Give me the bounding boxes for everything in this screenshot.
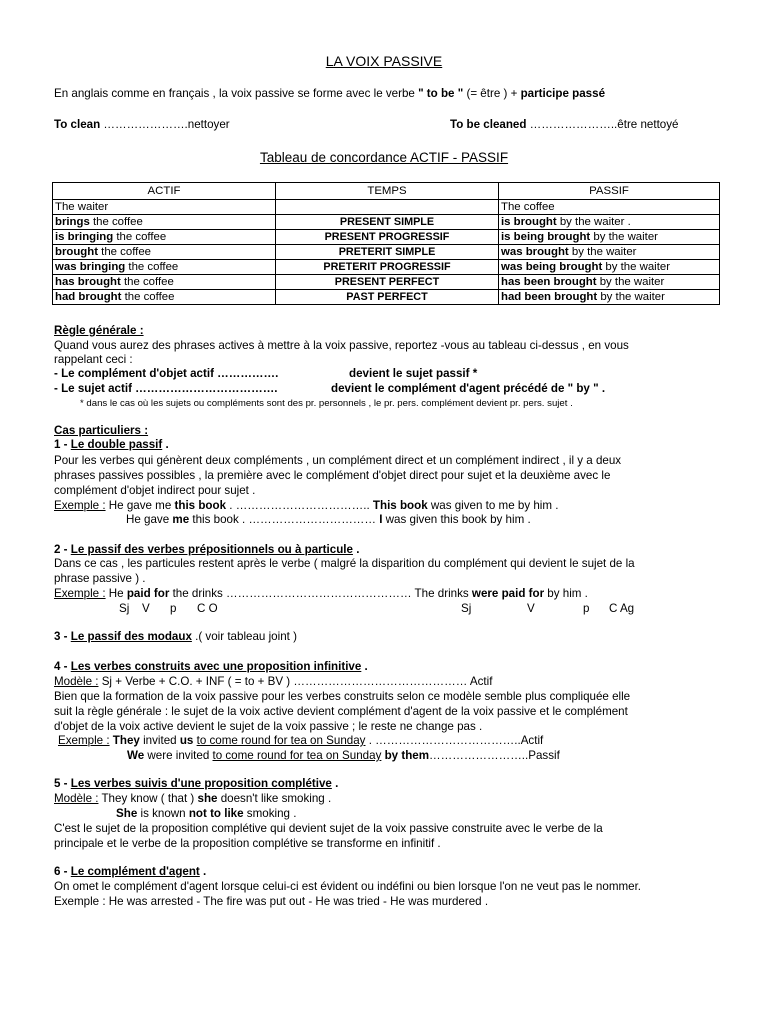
grammar-tag: Sj bbox=[119, 602, 130, 615]
grammar-tag: p bbox=[170, 602, 177, 615]
table-cell: had brought the coffee bbox=[53, 290, 276, 305]
case-1-example-2: He gave me this book . …………………………… I was given this book by him . bbox=[126, 513, 531, 526]
grammar-tag: V bbox=[142, 602, 150, 615]
page-title: LA VOIX PASSIVE bbox=[325, 53, 443, 69]
regle-rule-1: - Le complément d'objet actif ……………. bbox=[54, 367, 279, 380]
case-4-example-1: Exemple : They invited us to come round for tea on Sunday . ………………………………..Actif bbox=[58, 734, 544, 747]
example-to-clean: To clean ………………….nettoyer bbox=[54, 118, 230, 131]
table-cell: is being brought by the waiter bbox=[499, 230, 720, 245]
case-5-passive: She is known not to like smoking . bbox=[116, 807, 297, 820]
table-row bbox=[53, 260, 720, 275]
concordance-table bbox=[52, 182, 720, 305]
table-row bbox=[53, 230, 720, 245]
table-cell: The coffee bbox=[499, 200, 720, 215]
case-2-line: phrase passive ) . bbox=[54, 572, 146, 585]
case-5-title: 5 - Les verbes suivis d'une proposition complétive . bbox=[54, 777, 339, 790]
regle-rule-2: - Le sujet actif ………………………………. bbox=[54, 382, 278, 395]
case-4-model: Modèle : Sj + Verbe + C.O. + INF ( = to + BV ) ……………………………………… Actif bbox=[54, 675, 493, 688]
regle-heading: Règle générale : bbox=[54, 324, 144, 337]
table-header: ACTIF bbox=[53, 183, 276, 200]
case-5-model: Modèle : They know ( that ) she doesn't like smoking . bbox=[54, 792, 332, 805]
case-1-line: complément d'objet indirect pour sujet . bbox=[54, 484, 256, 497]
table-cell: PRETERIT PROGRESSIF bbox=[276, 260, 499, 275]
case-4-line: Bien que la formation de la voix passive pour les verbes construits selon ce modèle semble plus compliquée elle bbox=[54, 690, 631, 703]
table-header: TEMPS bbox=[276, 183, 499, 200]
table-cell: was bringing the coffee bbox=[53, 260, 276, 275]
case-1-line: phrases passives possibles , la première avec le complément d'objet direct pour sujet et la deuxième avec le bbox=[54, 469, 611, 482]
example-to-be-cleaned: To be cleaned …………………..être nettoyé bbox=[450, 118, 679, 131]
case-4-example-2: We were invited to come round for tea on Sunday by them……………………..Passif bbox=[127, 749, 560, 762]
table-row bbox=[53, 200, 720, 215]
grammar-tag: p bbox=[583, 602, 590, 615]
table-cell: The waiter bbox=[53, 200, 276, 215]
table-row bbox=[53, 290, 720, 305]
table-row bbox=[53, 275, 720, 290]
cas-heading: Cas particuliers : bbox=[54, 424, 149, 437]
case-6-title: 6 - Le complément d'agent . bbox=[54, 865, 207, 878]
table-cell bbox=[276, 200, 499, 215]
grammar-tag: Sj bbox=[461, 602, 472, 615]
grammar-tag: V bbox=[527, 602, 535, 615]
table-title: Tableau de concordance ACTIF - PASSIF bbox=[259, 150, 509, 165]
grammar-tag: C Ag bbox=[609, 602, 635, 615]
case-5-line: principale et le verbe de la proposition complétive se transforme en infinitif . bbox=[54, 837, 441, 850]
regle-note: * dans le cas où les sujets ou compléments sont des pr. personnels , le pr. pers. complément devient pr. pers. sujet . bbox=[80, 398, 573, 409]
table-cell: is brought by the waiter . bbox=[499, 215, 720, 230]
table-cell: PRETERIT SIMPLE bbox=[276, 245, 499, 260]
case-1-example-1: Exemple : He gave me this book . …………………………….. This book was given to me by him . bbox=[54, 499, 559, 512]
regle-line: Quand vous aurez des phrases actives à mettre à la voix passive, reportez -vous au tableau ci-dessus , en vous bbox=[54, 339, 629, 352]
regle-line: rappelant ceci : bbox=[54, 353, 133, 366]
table-cell: has brought the coffee bbox=[53, 275, 276, 290]
table-cell: is bringing the coffee bbox=[53, 230, 276, 245]
grammar-tag: C O bbox=[197, 602, 218, 615]
table-cell: brings the coffee bbox=[53, 215, 276, 230]
table-row bbox=[53, 245, 720, 260]
table-cell: PAST PERFECT bbox=[276, 290, 499, 305]
table-cell: had been brought by the waiter bbox=[499, 290, 720, 305]
regle-rule-1-result: devient le sujet passif * bbox=[349, 367, 478, 380]
table-cell: PRESENT SIMPLE bbox=[276, 215, 499, 230]
case-4-title: 4 - Les verbes construits avec une proposition infinitive . bbox=[54, 660, 368, 673]
case-6-example: Exemple : He was arrested - The fire was put out - He was tried - He was murdered . bbox=[54, 895, 489, 908]
table-cell: has been brought by the waiter bbox=[499, 275, 720, 290]
table-cell: brought the coffee bbox=[53, 245, 276, 260]
case-4-line: suit la règle générale : le sujet de la voix active devient complément d'agent de la voix passive et le complément bbox=[54, 705, 628, 718]
case-2-title: 2 - Le passif des verbes prépositionnels ou à particule . bbox=[54, 543, 360, 556]
case-3-title: 3 - Le passif des modaux .( voir tableau joint ) bbox=[54, 630, 297, 643]
table-header: PASSIF bbox=[499, 183, 720, 200]
intro-line: En anglais comme en français , la voix passive se forme avec le verbe " to be " (= être ) + participe passé bbox=[54, 87, 606, 100]
table-cell: was being brought by the waiter bbox=[499, 260, 720, 275]
case-1-line: Pour les verbes qui génèrent deux compléments , un complément direct et un complément indirect , il y a deux bbox=[54, 454, 622, 467]
case-6-line: On omet le complément d'agent lorsque celui-ci est évident ou indéfini ou bien lorsque l'on ne veut pas le nommer. bbox=[54, 880, 642, 893]
case-4-line: d'objet de la voix active devient le sujet de la voix passive ; le reste ne change pas . bbox=[54, 720, 483, 733]
case-1-title: 1 - Le double passif . bbox=[54, 438, 169, 451]
case-2-line: Dans ce cas , les particules restent après le verbe ( malgré la disparition du complément qui devient le sujet de la bbox=[54, 557, 635, 570]
table-cell: PRESENT PERFECT bbox=[276, 275, 499, 290]
regle-rule-2-result: devient le complément d'agent précédé de " by " . bbox=[331, 382, 606, 395]
table-cell: was brought by the waiter bbox=[499, 245, 720, 260]
case-2-example: Exemple : He paid for the drinks ………………………………………… The drinks were paid for by him . bbox=[54, 587, 588, 600]
table-header-row bbox=[53, 183, 720, 200]
table-row bbox=[53, 215, 720, 230]
case-5-line: C'est le sujet de la proposition complétive qui devient sujet de la voix passive construite avec le verbe de la bbox=[54, 822, 603, 835]
table-cell: PRESENT PROGRESSIF bbox=[276, 230, 499, 245]
